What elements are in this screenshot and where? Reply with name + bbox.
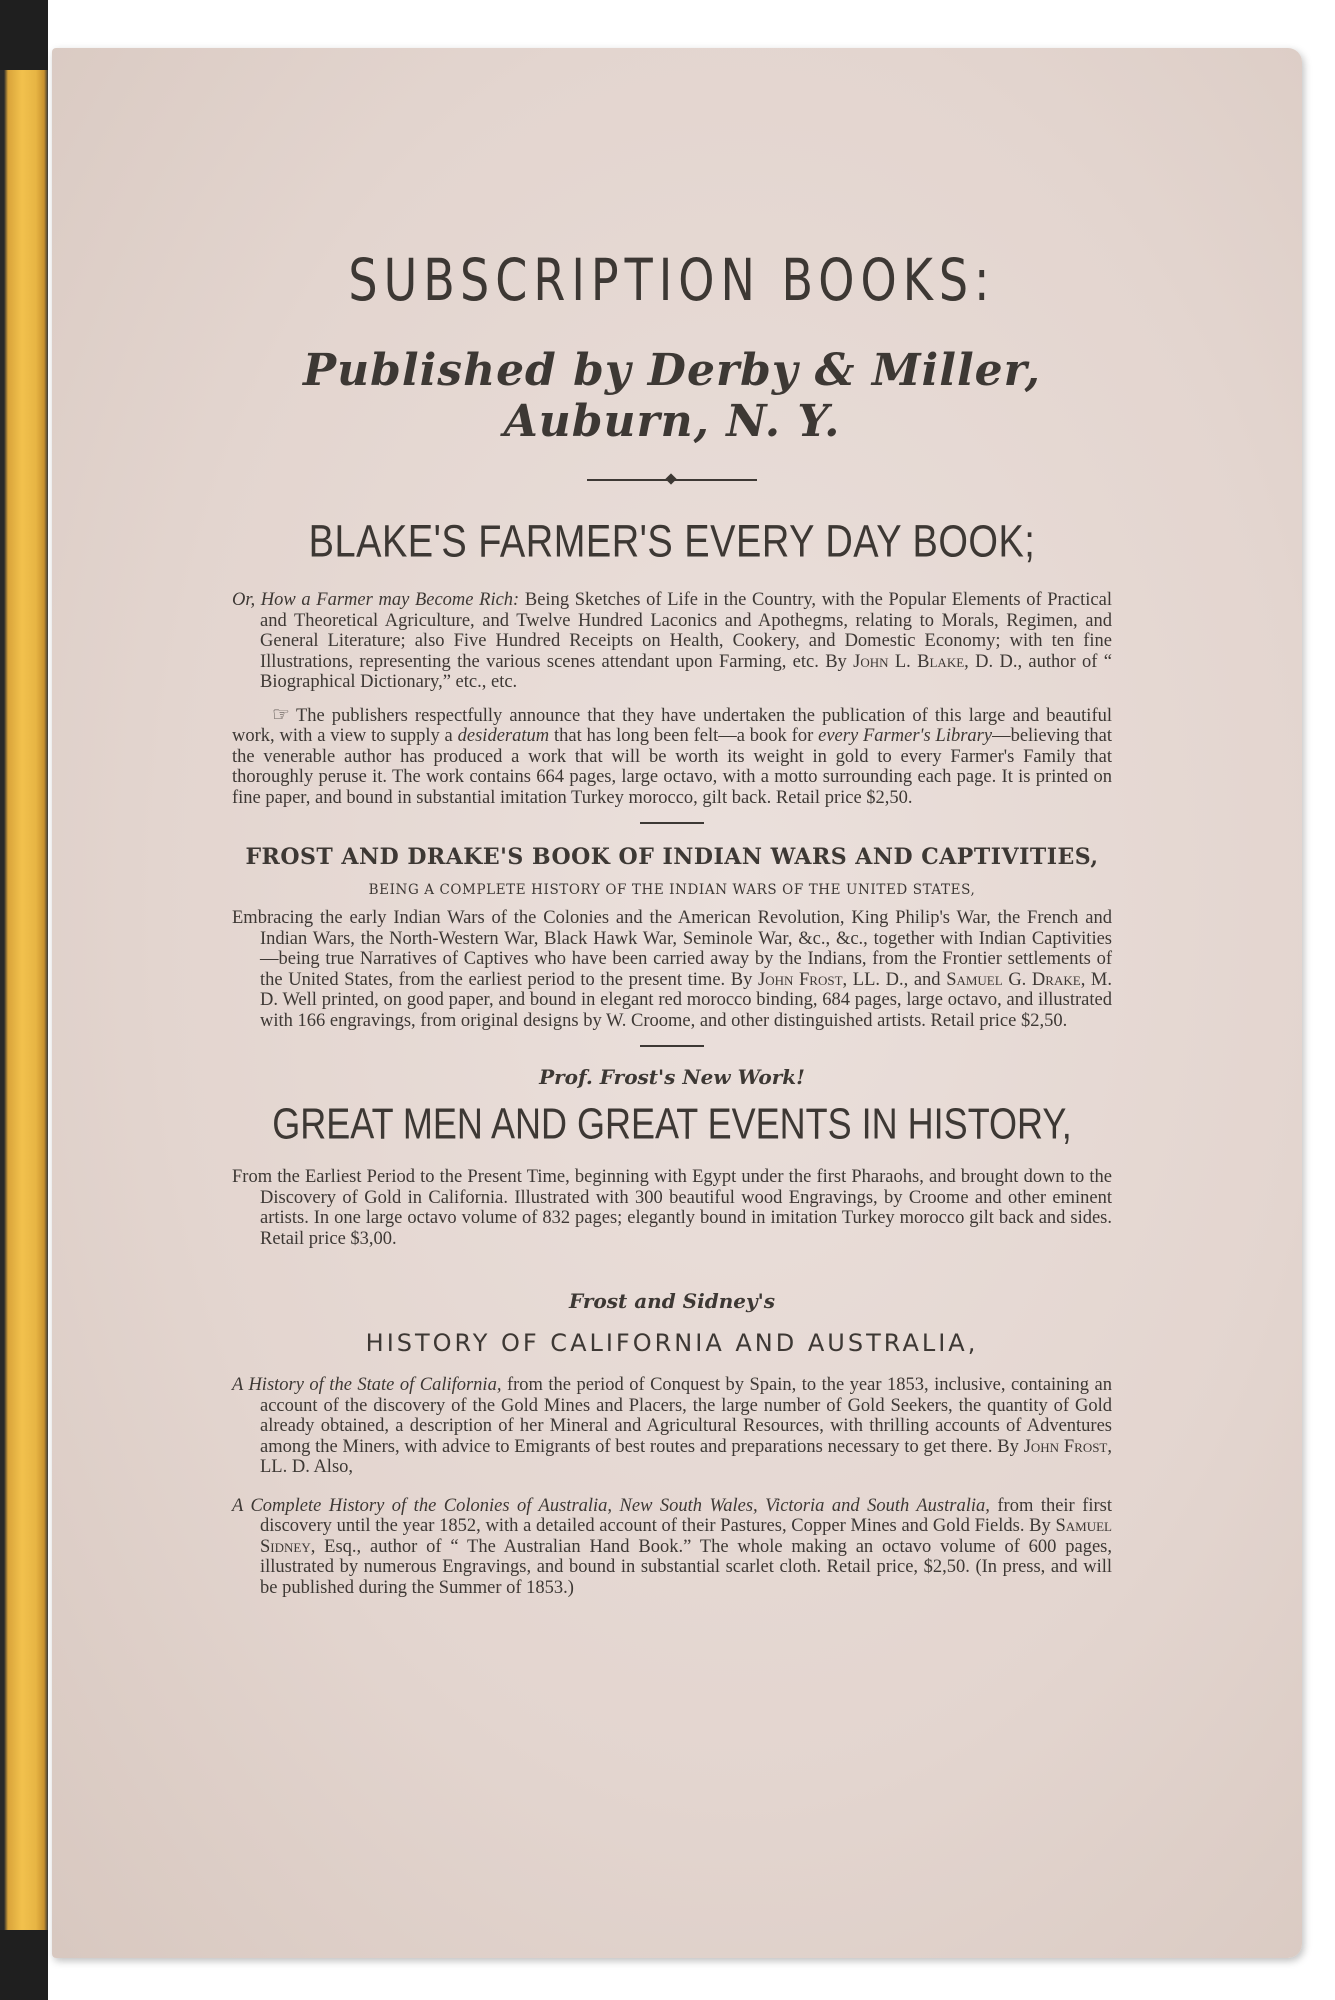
note-mid: that has long been felt—a book for: [553, 726, 814, 746]
part2-italic: A Complete History of the Colonies of Australia, New South Wales, Victoria and South Australia,: [232, 1495, 990, 1516]
note-italic-1: desideratum: [457, 726, 550, 746]
spine-bottom-binding: [0, 1930, 48, 2000]
part1-text: from the period of Conquest by Spain, to the year 1853, inclusive, containing an account of the discovery of the Gold Mines and Placers, the large number of Gold Seekers, the quantity of Gold already obtained, a description of her Mineral and Agricultural Resources, with thrilling accounts of Adventures among the Miners, with advice to Emigrants of best routes and preparations necessary to get there. By: [260, 1375, 1113, 1457]
note-italic-2: every Farmer's Library: [818, 726, 993, 746]
note-end: —believing that the venerable author has produced a work that will be worth its weight in gold to every Farmer's Family that thoroughly peruse it. The work contains 664 pages, large octavo, with a motto surrounding each page. It is printed on fine paper, and bound in substantial imitation Turkey morocco, gilt back. Retail price $2,50.: [232, 726, 1113, 808]
page-title: SUBSCRIPTION BOOKS:: [348, 246, 996, 314]
description-text: Being Sketches of Life in the Country, with the Popular Elements of Practical and Theoretical Agriculture, and Twelve Hundred Laconics and Apothegms, relating to Morals, Regimen, and General Literature; also Five Hundred Receipts on Health, Cookery, and Domestic Economy; with ten fine Illustrations, representing the various scenes attendant upon Farming, etc. By: [260, 590, 1112, 672]
part1-italic: A History of the State of California,: [232, 1375, 502, 1395]
spine-top-binding: [0, 0, 48, 70]
book-label-great-men: Prof. Frost's New Work!: [539, 1065, 805, 1089]
book-description-farmers: [232, 590, 1112, 693]
book-description-great-men: From the Earliest Period to the Present Time, beginning with Egypt under the first Pharaohs, and brought down to the Discovery of Gold in California. Illustrated with 300 beautiful wood Engravings, by Croome and other eminent artists. In one large octavo volume of 832 pages; elegantly bound in imitation Turkey morocco gilt back and sides. Retail price $3,00.: [232, 1167, 1112, 1249]
page-content: [232, 246, 1113, 1598]
part1-end: , LL. D. Also,: [260, 1436, 1113, 1477]
book-title-indian-wars: FROST AND DRAKE'S BOOK OF INDIAN WARS AND CAPTIVITIES,: [245, 844, 1099, 870]
part2-author: Samuel Sidney: [260, 1516, 1112, 1557]
author-mid: , LL. D., and: [842, 969, 941, 990]
book-description-australia: [232, 1496, 1112, 1599]
book-spine: [0, 0, 48, 2000]
ornamental-rule: [587, 479, 757, 481]
part2-end: , Esq., author of “ The Australian Hand Book.” The whole making an octavo volume of 600 pages, illustrated by numerous Engravings, and bound in substantial scarlet cloth. Retail price, $2,50. (In press, and will be published during the Summer of 1853.): [260, 1536, 1112, 1598]
book-label-california: Frost and Sidney's: [569, 1289, 775, 1313]
author-suffix: , D. D., author of “ Biographical Dictionary,” etc., etc.: [260, 651, 1112, 692]
description-italic: Or, How a Farmer may Become Rich:: [232, 590, 520, 610]
section-divider: [640, 1045, 704, 1047]
section-divider: [640, 822, 704, 824]
description-start: Embracing the early Indian Wars of the Colonies and the American Revolution, King Philip's War, the French and Indian Wars, the North-Western War, Black Hawk War, Seminole War, &c., &c., together with Indian Captivities—being true Narratives of Captives who have been carried away by the Indians, from the Frontier settlements of the United States, from the earliest period to the present time. By: [232, 908, 1112, 990]
book-title-farmers: BLAKE'S FARMER'S EVERY DAY BOOK;: [308, 516, 1036, 568]
publisher-line: Published by Derby & Miller, Auburn, N. Y.: [303, 345, 1041, 447]
part2-text: from their first discovery until the year 1852, with a detailed account of their Pastures, Copper Mines and Gold Fields. By: [260, 1495, 1112, 1536]
book-description-california: [232, 1375, 1112, 1478]
author-name: John L. Blake: [853, 651, 965, 672]
part1-author: John Frost: [1023, 1436, 1108, 1457]
author-name-1: John Frost: [758, 969, 843, 990]
book-title-california: HISTORY OF CALIFORNIA AND AUSTRALIA,: [365, 1329, 979, 1357]
book-subtitle-indian-wars: BEING A COMPLETE HISTORY OF THE INDIAN WARS OF THE UNITED STATES,: [368, 882, 976, 898]
book-page: [52, 48, 1302, 1958]
note-start: The publishers respectfully announce that they have undertaken the publication of this large and beautiful work, with a view to supply a: [232, 705, 1112, 746]
description-end: , M. D. Well printed, on good paper, and bound in elegant red morocco binding, 684 pages, large octavo, and illustrated with 166 engravings, from original designs by W. Croome, and other distinguished artists. Retail price $2,50.: [260, 969, 1113, 1031]
pointing-hand-icon: ☞: [272, 703, 290, 726]
author-name-2: Samuel G. Drake: [946, 969, 1081, 990]
book-title-great-men: GREAT MEN AND GREAT EVENTS IN HISTORY,: [272, 1098, 1072, 1149]
publisher-note: [232, 705, 1112, 809]
book-description-indian-wars: [232, 908, 1112, 1031]
